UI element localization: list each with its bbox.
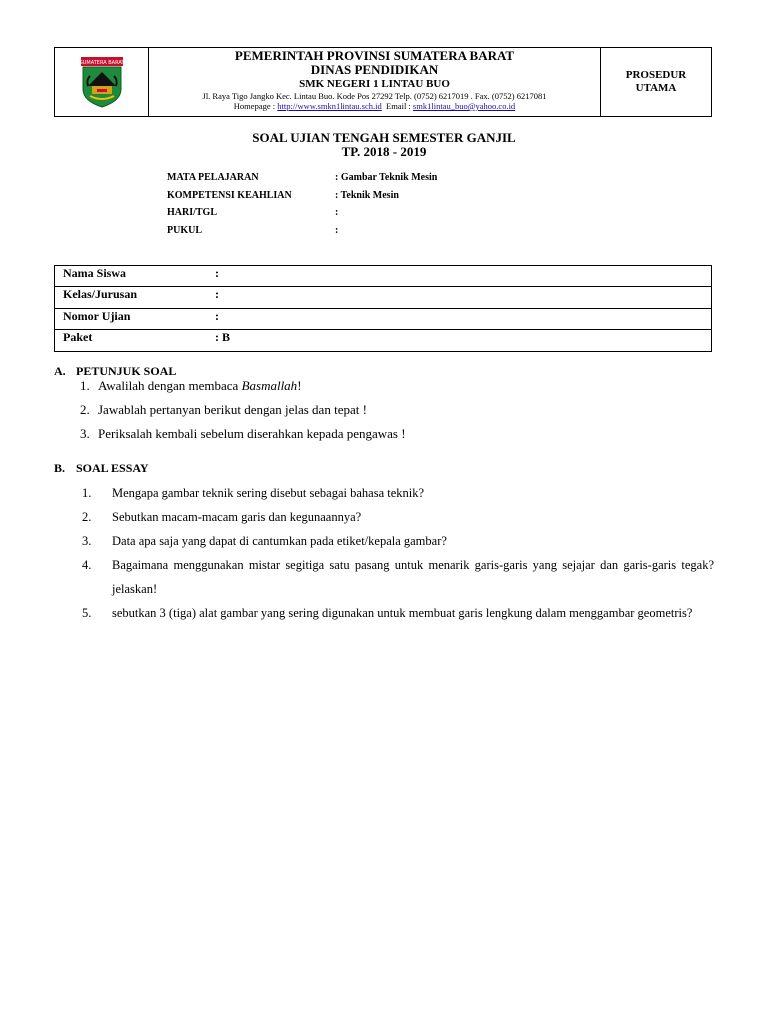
section-a-heading [54,364,176,379]
question-number: 3. [82,534,92,548]
item-number: 2. [80,402,90,417]
header-government: PEMERINTAH PROVINSI SUMATERA BARAT [234,48,515,63]
email-label: Email : [381,101,413,111]
header-address: Jl. Raya Tigo Jangko Kec. Lintau Buo. Kode Pos 27292 Telp. (0752) 6217019 . Fax. (0752) 6217081 [202,91,547,101]
letterhead-text [149,48,601,116]
section-b-heading [54,461,149,476]
list-item [80,378,406,402]
section-title: SOAL ESSAY [76,461,149,475]
question-text: Bagaimana menggunakan mistar segitiga satu pasang untuk menarik garis-garis yang sejajar dan garis-garis tegak?jelaskan! [112,558,714,596]
letterhead-table [54,47,712,117]
student-value: : [215,308,219,323]
section-letter: B. [54,461,66,475]
homepage-label: Homepage : [233,101,278,111]
section-title: PETUNJUK SOAL [76,364,177,378]
student-value: : B [215,329,230,344]
email-link[interactable]: smk1lintau_buo@yahoo.co.id [412,101,516,111]
student-value: : [215,287,219,302]
section-letter: A. [54,364,66,378]
header-school: SMK NEGERI 1 LINTAU BUO [299,78,450,90]
student-label: Nama Siswa [63,266,127,280]
question-item [82,505,714,529]
essay-questions [82,481,714,625]
question-text: Mengapa gambar teknik sering disebut sebagai bahasa teknik? [112,486,425,500]
meta-row [167,225,437,243]
item-text: Periksalah kembali sebelum diserahkan kepada pengawas ! [98,426,406,441]
homepage-link[interactable]: http://www.smkn1lintau.sch.id [277,101,382,111]
header-contact [149,101,600,111]
student-row [55,330,711,351]
meta-value: : Gambar Teknik Mesin [335,172,438,183]
exam-meta [167,172,437,242]
item-number: 3. [80,426,90,441]
meta-value: : [335,207,339,218]
student-label: Nomor Ujian [63,308,131,323]
question-number: 2. [82,510,92,524]
question-number: 4. [82,558,92,572]
meta-row [167,190,437,208]
meta-value: : Teknik Mesin [335,189,399,201]
student-row [55,287,711,308]
student-label: Paket [63,329,93,344]
question-text: Data apa saja yang dapat di cantumkan pada etiket/kepala gambar? [112,534,447,548]
item-text: Awalilah dengan membaca Basmallah! [98,378,302,393]
meta-label: PUKUL [167,224,202,236]
question-number: 5. [82,606,92,620]
student-label: Kelas/Jurusan [63,287,138,302]
instructions-list [80,378,406,450]
procedure-line1: PROSEDUR [625,69,687,81]
exam-title: SOAL UJIAN TENGAH SEMESTER GANJIL [252,130,516,145]
logo-banner-text: SUMATERA BARAT [79,60,124,66]
student-row [55,266,711,287]
basmallah-italic: Basmallah [241,378,298,393]
procedure-line2: UTAMA [635,82,677,94]
student-info-table [54,265,712,352]
province-logo-icon [80,56,124,108]
meta-value: : [335,224,339,236]
meta-row [167,207,437,225]
logo-cell [55,48,149,116]
question-item [82,601,714,625]
question-text: Sebutkan macam-macam garis dan kegunaannya? [112,510,362,524]
question-item [82,481,714,505]
list-item [80,402,406,426]
exam-year: TP. 2018 - 2019 [341,144,427,159]
header-department: DINAS PENDIDIKAN [310,62,439,77]
question-item [82,529,714,553]
item-number: 1. [80,378,90,393]
question-item [82,553,714,601]
student-value: : [215,266,219,280]
item-text: Jawablah pertanyan berikut dengan jelas dan tepat ! [98,402,367,417]
meta-label: HARI/TGL [167,207,218,218]
procedure-cell [601,48,711,116]
question-number: 1. [82,486,92,500]
student-row [55,309,711,330]
question-text: sebutkan 3 (tiga) alat gambar yang sering digunakan untuk membuat garis lengkung dalam menggambar geometris? [112,606,693,620]
meta-label: MATA PELAJARAN [167,172,259,183]
meta-label: KOMPETENSI KEAHLIAN [167,189,292,201]
meta-row [167,172,437,190]
list-item [80,426,406,450]
